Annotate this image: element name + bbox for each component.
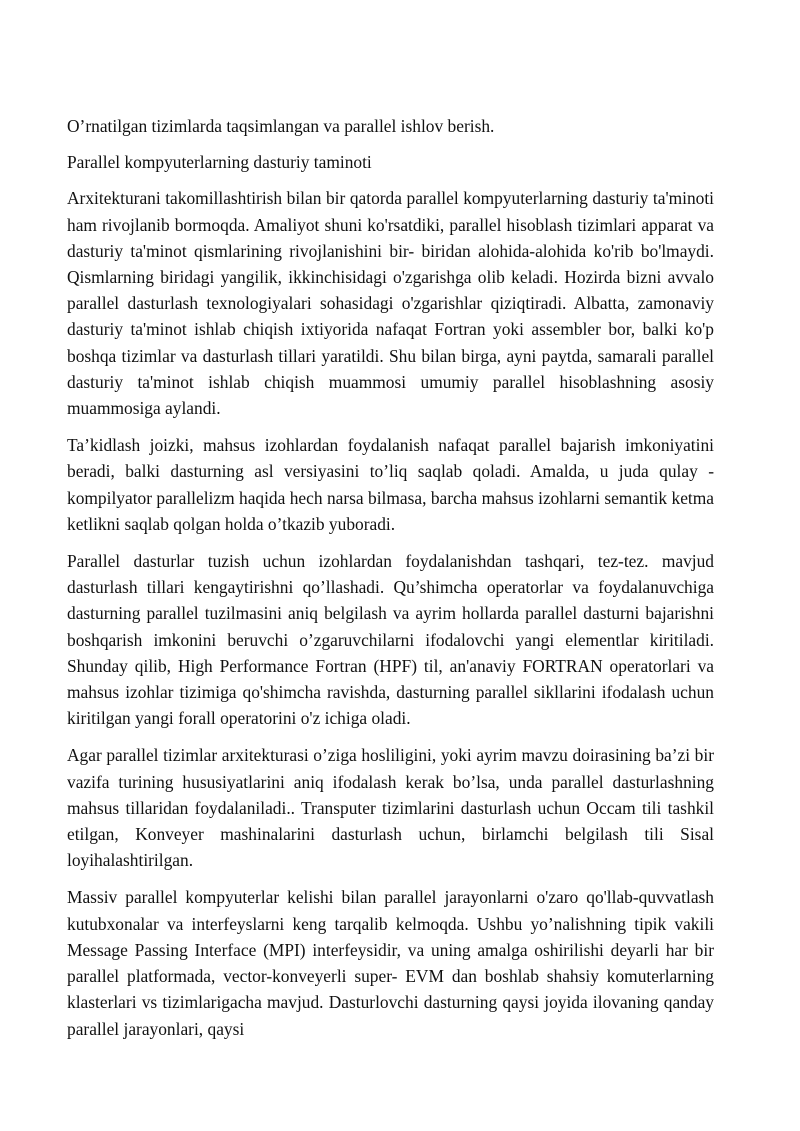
paragraph: Massiv parallel kompyuterlar kelishi bilan parallel jarayonlarni o'zaro qo'llab-quvvatlash kutubxonalar va interfeyslarni keng tarqalib kelmoqda. Ushbu yo’nalishning tipik vakili Message Passing Interface (MPI) interfeysidir, va uning amalga oshirilishi deyarli har bir parallel platformada, vector-konveyerli super- EVM dan boshlab shahsiy komuterlarning klasterlari vs tizimlarigacha mavjud. Dasturlovchi dasturning qaysi joyida ilovaning qanday parallel jarayonlari, qaysi [67, 887, 714, 1039]
paragraph: Arxitekturani takomillashtirish bilan bir qatorda parallel kompyuterlarning dasturiy ta'minoti ham rivojlanib bormoqda. Amaliyot shuni ko'rsatdiki, parallel hisoblash tizimlari apparat va dasturiy ta'minot qismlarining rivojlanishini bir- biridan alohida-alohida ko'rib bo'lmaydi. Qismlarning biridagi yangilik, ikkinchisidagi o'zgarishga olib keladi. Hozirda bizni avvalo parallel dasturlash texnologiyalari sohasidagi o'zgarishlar qiziqtiradi. Albatta, zamonaviy dasturiy ta'minot ishlab chiqish ixtiyorida nafaqat Fortran yoki assembler bor, balki ko'p boshqa tizimlar va dasturlash tillari yaratildi. Shu bilan birga, ayni paytda, samarali parallel dasturiy ta'minot ishlab chiqish muammosi umumiy parallel hisoblashning asosiy muammosiga aylandi. [67, 188, 714, 419]
document-title: O’rnatilgan tizimlarda taqsimlangan va parallel ishlov berish. [67, 116, 495, 136]
document-body [67, 113, 714, 1053]
paragraph: Agar parallel tizimlar arxitekturasi o’ziga hosliligini, yoki ayrim mavzu doirasining ba’zi bir vazifa turining hususiyatlarini aniq ifodalash kerak bo’lsa, unda parallel dasturlashning mahsus tillaridan foydalaniladi.. Transputer tizimlarini dasturlash uchun Occam tili tashkil etilgan, Konveyer mashinalarini dasturlash uchun, birlamchi belgilash tili Sisal loyihalashtirilgan. [67, 745, 714, 871]
paragraph: Ta’kidlash joizki, mahsus izohlardan foydalanish nafaqat parallel bajarish imkoniyatini beradi, balki dasturning asl versiyasini to’liq saqlab qoladi. Amalda, u juda qulay - kompilyator parallelizm haqida hech narsa bilmasa, barcha mahsus izohlarni semantik ketma ketlikni saqlab qolgan holda o’tkazib yuboradi. [67, 435, 714, 534]
document-subtitle: Parallel kompyuterlarning dasturiy taminoti [67, 152, 372, 173]
paragraph: Parallel dasturlar tuzish uchun izohlardan foydalanishdan tashqari, tez-tez. mavjud dasturlash tillari kengaytirishni qo’llashadi. Qu’shimcha operatorlar va foydalanuvchiga dasturning parallel tuzilmasini aniq belgilash va ayrim hollarda parallel dasturni bajarishni boshqarish imkonini beruvchi o’zgaruvchilarni ifodalovchi yangi elementlar kiritiladi. Shunday qilib, High Performance Fortran (HPF) til, an'anaviy FORTRAN operatorlari va mahsus izohlar tizimiga qo'shimcha ravishda, dasturning parallel sikllarini ifodalash uchun kiritilgan yangi forall operatorini o'z ichiga oladi. [67, 551, 714, 729]
